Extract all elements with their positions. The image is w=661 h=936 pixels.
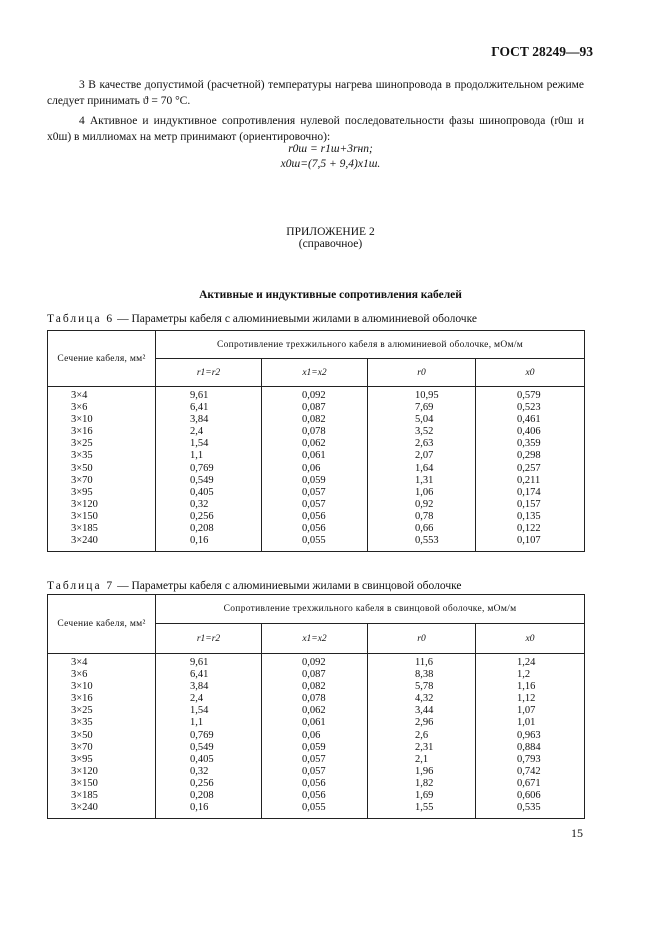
table-6-cell: 1,54 <box>190 438 209 450</box>
table-7-cell: 1,01 <box>517 717 536 729</box>
table-6-cell: 3×16 <box>71 426 93 438</box>
formula-r0: r0ш = r1ш+3rнп; <box>288 143 373 155</box>
table-6-col-r0 <box>368 387 476 552</box>
table-7-cell: 1,2 <box>517 669 531 681</box>
table-6-cell: 3×95 <box>71 486 93 498</box>
table-7-cell: 0,769 <box>190 729 214 741</box>
table-6-cell: 0,78 <box>415 510 434 522</box>
table-7-cell: 0,061 <box>302 717 326 729</box>
table-7-cell: 6,41 <box>190 669 209 681</box>
table-7-cell: 3×240 <box>71 802 98 814</box>
table-7-cell: 0,055 <box>302 802 326 814</box>
table-6-cell: 3×6 <box>71 402 88 414</box>
table-6-cell: 0,174 <box>517 486 541 498</box>
table-7-cell: 3×150 <box>71 777 98 789</box>
table-6-cell: 3×10 <box>71 414 93 426</box>
table-7-cell: 0,056 <box>302 790 326 802</box>
table-6-cell: 0,16 <box>190 535 209 547</box>
table-6-cell: 1,1 <box>190 450 204 462</box>
table-7-cell: 1,96 <box>415 765 434 777</box>
paragraph-3-text: 3 В качестве допустимой (расчетной) температуры нагрева шинопровода в продолжительном режиме следует принимать ϑ = 70 °С. <box>47 79 584 107</box>
table-7-cell: 8,38 <box>415 669 434 681</box>
table-7-cell: 3×50 <box>71 729 93 741</box>
table-6-header-group: Сопротивление трехжильного кабеля в алюминиевой оболочке, мОм/м <box>156 331 585 359</box>
table-7-cell: 2,31 <box>415 741 434 753</box>
table-6-cell: 0,406 <box>517 426 541 438</box>
table-7-cell: 0,16 <box>190 802 209 814</box>
table-7-cell: 0,06 <box>302 729 321 741</box>
table-7-cell: 0,793 <box>517 753 541 765</box>
table-6-cell: 0,06 <box>302 462 321 474</box>
table-7-cell: 0,256 <box>190 777 214 789</box>
table-6-cell: 0,579 <box>517 390 541 401</box>
table-6-cell: 0,157 <box>517 498 541 510</box>
table-6-cell: 0,057 <box>302 486 326 498</box>
table-7-cell: 3×35 <box>71 717 93 729</box>
table-6-cell: 3×70 <box>71 474 93 486</box>
table-6-cell: 3,52 <box>415 426 434 438</box>
paragraph-4 <box>47 113 584 145</box>
table-7-caption-text: — Параметры кабеля с алюминиевыми жилами в свинцовой оболочке <box>114 580 462 592</box>
table-7-cell: 0,057 <box>302 765 326 777</box>
table-7-cell: 3×120 <box>71 765 98 777</box>
table-7-cell: 0,057 <box>302 753 326 765</box>
formula-x0: x0ш=(7,5 + 9,4)x1ш. <box>280 158 381 170</box>
table-6-subheader-r0: r0 <box>368 359 476 387</box>
table-7-cell: 9,61 <box>190 657 209 668</box>
table-6-caption-prefix: Таблица 6 <box>47 313 115 325</box>
table-7-cell: 1,55 <box>415 802 434 814</box>
table-6-cell: 3×240 <box>71 535 98 547</box>
table-7-cell: 0,062 <box>302 705 326 717</box>
table-7-cell: 3×10 <box>71 681 93 693</box>
table-6-cell: 3×185 <box>71 523 98 535</box>
table-7-cell: 1,82 <box>415 777 434 789</box>
table-7-cell: 2,96 <box>415 717 434 729</box>
table-7-subheader-x0: x0 <box>476 624 585 654</box>
table-6-cell: 0,062 <box>302 438 326 450</box>
table-6-cell: 0,549 <box>190 474 214 486</box>
table-6-cell: 0,122 <box>517 523 541 535</box>
table-7-cell: 0,32 <box>190 765 209 777</box>
table-7-body <box>48 654 585 819</box>
table-6-subheader-r1r2: r1=r2 <box>156 359 262 387</box>
table-6-cell: 5,04 <box>415 414 434 426</box>
table-6-cell: 3,84 <box>190 414 209 426</box>
table-7-cell: 0,742 <box>517 765 541 777</box>
table-6-cell: 2,63 <box>415 438 434 450</box>
table-7-col-section <box>48 654 156 819</box>
table-6-cell: 0,257 <box>517 462 541 474</box>
table-6-col-x1x2 <box>262 387 368 552</box>
table-7-cell: 1,24 <box>517 657 536 668</box>
table-7-cell: 1,07 <box>517 705 536 717</box>
table-6-subheader-x0: x0 <box>476 359 585 387</box>
table-7-cell: 0,059 <box>302 741 326 753</box>
table-6-cell: 0,256 <box>190 510 214 522</box>
page-number: 15 <box>571 826 583 840</box>
table-6-cell: 0,087 <box>302 402 326 414</box>
table-6-cell: 0,553 <box>415 535 439 547</box>
table-7-cell: 3×70 <box>71 741 93 753</box>
table-7-col-x0 <box>476 654 585 819</box>
table-7-cell: 0,087 <box>302 669 326 681</box>
table-6-cell: 0,461 <box>517 414 541 426</box>
table-7-cell: 0,208 <box>190 790 214 802</box>
table-6-cell: 0,056 <box>302 523 326 535</box>
table-6 <box>47 330 585 552</box>
table-6-cell: 0,055 <box>302 535 326 547</box>
table-7-cell: 3×4 <box>71 657 88 668</box>
table-7-cell: 2,6 <box>415 729 429 741</box>
table-7-subheader-r0: r0 <box>368 624 476 654</box>
table-6-cell: 0,405 <box>190 486 214 498</box>
table-6-cell: 0,359 <box>517 438 541 450</box>
table-7-cell: 1,16 <box>517 681 536 693</box>
table-7-cell: 0,671 <box>517 777 541 789</box>
table-6-cell: 0,059 <box>302 474 326 486</box>
table-6-caption <box>47 313 477 325</box>
table-6-header-section: Сечение кабеля, мм² <box>48 331 156 387</box>
table-6-cell: 9,61 <box>190 390 209 401</box>
table-7-cell: 1,54 <box>190 705 209 717</box>
table-7-header-group: Сопротивление трехжильного кабеля в свинцовой оболочке, мОм/м <box>156 595 585 624</box>
table-6-cell: 0,092 <box>302 390 326 401</box>
appendix-title: ПРИЛОЖЕНИЕ 2 <box>286 226 375 238</box>
table-7-subheader-r1r2: r1=r2 <box>156 624 262 654</box>
table-6-cell: 0,135 <box>517 510 541 522</box>
table-7-cell: 3×185 <box>71 790 98 802</box>
table-7-cell: 3×25 <box>71 705 93 717</box>
document-header: ГОСТ 28249—93 <box>491 44 593 59</box>
table-6-cell: 6,41 <box>190 402 209 414</box>
table-7-cell: 2,1 <box>415 753 429 765</box>
table-7-cell: 0,082 <box>302 681 326 693</box>
table-7-cell: 0,078 <box>302 693 326 705</box>
table-7-cell: 3×6 <box>71 669 88 681</box>
section-title: Активные и индуктивные сопротивления кабелей <box>199 289 462 301</box>
table-6-cell: 0,211 <box>517 474 541 486</box>
table-6-cell: 3×50 <box>71 462 93 474</box>
table-6-cell: 10,95 <box>415 390 439 401</box>
table-7-cell: 0,884 <box>517 741 541 753</box>
table-6-subheader-x1x2: x1=x2 <box>262 359 368 387</box>
table-6-cell: 3×4 <box>71 390 88 401</box>
table-7-col-x1x2 <box>262 654 368 819</box>
table-7-cell: 0,405 <box>190 753 214 765</box>
table-6-cell: 0,061 <box>302 450 326 462</box>
table-7-caption <box>47 580 462 592</box>
table-6-cell: 3×35 <box>71 450 93 462</box>
table-6-cell: 0,056 <box>302 510 326 522</box>
table-6-cell: 0,523 <box>517 402 541 414</box>
table-6-cell: 0,32 <box>190 498 209 510</box>
table-6-cell: 0,107 <box>517 535 541 547</box>
table-6-cell: 0,057 <box>302 498 326 510</box>
table-7-cell: 3,84 <box>190 681 209 693</box>
table-7-cell: 1,69 <box>415 790 434 802</box>
table-6-cell: 3×120 <box>71 498 98 510</box>
table-6-cell: 3×25 <box>71 438 93 450</box>
appendix-subtitle: (справочное) <box>298 238 363 250</box>
table-6-col-x0 <box>476 387 585 552</box>
table-6-cell: 3×150 <box>71 510 98 522</box>
table-6-cell: 1,31 <box>415 474 434 486</box>
table-6-caption-text: — Параметры кабеля с алюминиевыми жилами в алюминиевой оболочке <box>114 313 477 325</box>
table-6-col-r1r2 <box>156 387 262 552</box>
table-7-cell: 1,1 <box>190 717 204 729</box>
table-7-subheader-x1x2: x1=x2 <box>262 624 368 654</box>
table-7-cell: 0,535 <box>517 802 541 814</box>
table-7-cell: 0,549 <box>190 741 214 753</box>
table-7-cell: 11,6 <box>415 657 433 668</box>
table-6-body <box>48 387 585 552</box>
paragraph-3 <box>47 77 584 109</box>
table-7-cell: 0,963 <box>517 729 541 741</box>
table-6-cell: 0,92 <box>415 498 434 510</box>
table-6-cell: 7,69 <box>415 402 434 414</box>
table-6-cell: 2,4 <box>190 426 204 438</box>
table-7-cell: 3,44 <box>415 705 434 717</box>
table-6-col-section <box>48 387 156 552</box>
paragraph-4-text: 4 Активное и индуктивное сопротивления нулевой последовательности фазы шинопровода (r0ш и x0ш) в миллиомах на метр принимают (ориентировочно): <box>47 115 584 143</box>
table-7-col-r0 <box>368 654 476 819</box>
table-6-cell: 0,66 <box>415 523 434 535</box>
table-7-cell: 4,32 <box>415 693 434 705</box>
table-7-cell: 5,78 <box>415 681 434 693</box>
table-7-col-r1r2 <box>156 654 262 819</box>
table-7-cell: 0,056 <box>302 777 326 789</box>
table-7-caption-prefix: Таблица 7 <box>47 580 115 592</box>
table-6-cell: 0,208 <box>190 523 214 535</box>
table-7-cell: 2,4 <box>190 693 204 705</box>
table-7-header-section: Сечение кабеля, мм² <box>48 595 156 654</box>
table-6-cell: 0,078 <box>302 426 326 438</box>
table-6-cell: 1,64 <box>415 462 434 474</box>
table-7-cell: 1,12 <box>517 693 536 705</box>
table-7-cell: 3×16 <box>71 693 93 705</box>
table-7-cell: 0,606 <box>517 790 541 802</box>
table-6-cell: 0,298 <box>517 450 541 462</box>
table-7 <box>47 594 585 819</box>
table-6-cell: 1,06 <box>415 486 434 498</box>
table-6-cell: 2,07 <box>415 450 434 462</box>
table-7-cell: 3×95 <box>71 753 93 765</box>
table-6-cell: 0,082 <box>302 414 326 426</box>
table-6-cell: 0,769 <box>190 462 214 474</box>
table-7-cell: 0,092 <box>302 657 326 668</box>
